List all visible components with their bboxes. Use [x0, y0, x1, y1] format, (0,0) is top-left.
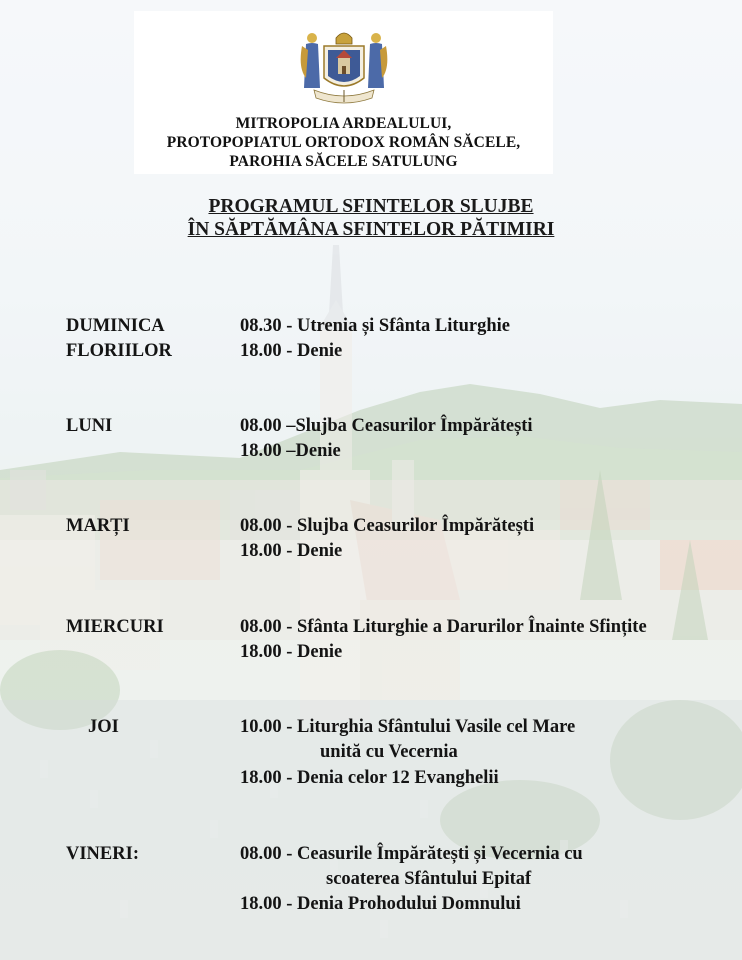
service-line: 08.30 - Utrenia și Sfânta Liturghie [240, 316, 510, 336]
service-line: 18.00 - Denie [240, 541, 343, 561]
service-line: 08.00 - Slujba Ceasurilor Împărătești [240, 516, 535, 536]
service-line: 10.00 - Liturghia Sfântului Vasile cel Mare [240, 717, 576, 737]
org-line-parohia: PAROHIA SĂCELE SATULUNG [229, 153, 458, 170]
service-line: 18.00 –Denie [240, 441, 341, 461]
service-line: 18.00 - Denie [240, 341, 343, 361]
day-label: MARȚI [66, 516, 130, 536]
org-line-protopopiat: PROTOPOPIATUL ORTODOX ROMÂN SĂCELE, [166, 134, 521, 151]
service-line: 18.00 - Denia Prohodului Domnului [240, 894, 521, 914]
page-title-line-2: ÎN SĂPTĂMÂNA SFINTELOR PĂTIMIRI [187, 219, 555, 240]
service-line: 08.00 - Ceasurile Împărătești și Vecernia cu [240, 844, 583, 864]
day-label: MIERCURI [66, 617, 164, 637]
church-crest-icon [300, 28, 388, 106]
service-line-continuation: unită cu Vecernia [320, 742, 458, 762]
service-line: 18.00 - Denie [240, 642, 343, 662]
org-line-metropolia: MITROPOLIA ARDEALULUI, [235, 115, 452, 132]
day-label: LUNI [66, 416, 113, 436]
day-label: JOI [88, 717, 119, 737]
service-line: 08.00 –Slujba Ceasurilor Împărătești [240, 416, 533, 436]
day-label: VINERI: [66, 844, 139, 864]
day-label: DUMINICA [66, 316, 165, 336]
service-line-continuation: scoaterea Sfântului Epitaf [326, 869, 532, 889]
day-label: FLORIILOR [66, 341, 172, 361]
service-line: 18.00 - Denia celor 12 Evanghelii [240, 768, 499, 788]
page-title-line-1: PROGRAMUL SFINTELOR SLUJBE [208, 196, 534, 217]
service-line: 08.00 - Sfânta Liturghie a Darurilor Înainte Sfințite [240, 617, 647, 637]
